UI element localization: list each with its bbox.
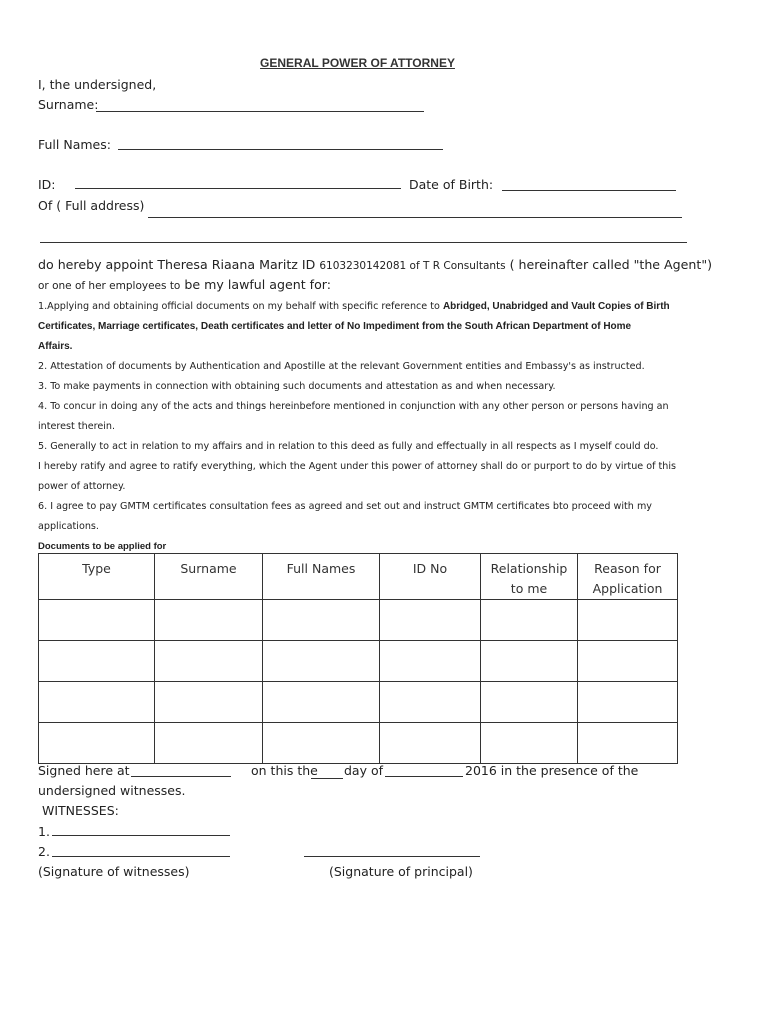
year-text: 2016 in the presence of the <box>465 763 639 778</box>
full-names-field[interactable] <box>118 149 443 150</box>
month-field[interactable] <box>385 776 463 777</box>
table-cell[interactable] <box>155 682 263 723</box>
appoint-text-b: 6103230142081 of T R Consultants <box>319 260 506 272</box>
table-caption: Documents to be applied for <box>38 541 167 552</box>
table-cell[interactable] <box>39 682 155 723</box>
table-cell[interactable] <box>578 641 678 682</box>
table-cell[interactable] <box>380 723 481 764</box>
full-names-label: Full Names: <box>38 137 111 152</box>
table-cell[interactable] <box>481 600 578 641</box>
table-cell[interactable] <box>263 600 380 641</box>
clause-2: 2. Attestation of documents by Authentication and Apostille at the relevant Government entities and Embassy's as instructed. <box>38 361 645 372</box>
document-title: GENERAL POWER OF ATTORNEY <box>260 56 455 70</box>
dob-field[interactable] <box>502 190 676 191</box>
clause-3: 3. To make payments in connection with obtaining such documents and attestation as and when necessary. <box>38 381 556 392</box>
header-surname-text: Surname <box>180 561 237 576</box>
ratify-line2: power of attorney. <box>38 481 126 492</box>
table-cell[interactable] <box>578 600 678 641</box>
clause-5: 5. Generally to act in relation to my affairs and in relation to this deed as fully and effectually in all respects as I myself could do. <box>38 441 659 452</box>
table-cell[interactable] <box>481 723 578 764</box>
table-cell[interactable] <box>481 682 578 723</box>
surname-label: Surname: <box>38 97 99 112</box>
id-label: ID: <box>38 177 56 192</box>
table-cell[interactable] <box>263 641 380 682</box>
table-row <box>39 723 678 764</box>
witness-signature-caption: (Signature of witnesses) <box>38 864 190 879</box>
table-cell[interactable] <box>263 723 380 764</box>
clause-1-line1 <box>38 297 678 317</box>
appoint-text-e: be my lawful agent for: <box>180 277 332 292</box>
table-row <box>39 600 678 641</box>
header-relationship <box>481 554 578 600</box>
witness-1-label: 1. <box>38 824 50 839</box>
address-label: Of ( Full address) <box>38 198 145 213</box>
documents-table <box>38 553 678 764</box>
header-relationship-text2: to me <box>510 581 548 596</box>
appoint-text-d: or one of her employees to <box>38 280 181 292</box>
table-cell[interactable] <box>39 641 155 682</box>
day-field[interactable] <box>311 778 343 779</box>
table-cell[interactable] <box>39 600 155 641</box>
header-reason <box>578 554 678 600</box>
clause-1-line2: Certificates, Marriage certificates, Death certificates and letter of No Impediment from the South African Department of Home <box>38 321 632 332</box>
table-cell[interactable] <box>155 600 263 641</box>
header-surname <box>155 554 263 600</box>
appoint-line2 <box>38 277 331 292</box>
appoint-text-c: ( hereinafter called "the Agent") <box>505 257 713 272</box>
address-field-line2[interactable] <box>40 242 687 243</box>
header-id-no-text: ID No <box>412 561 448 576</box>
header-relationship-text: Relationship <box>490 561 568 576</box>
table-header-row <box>39 554 678 600</box>
header-type-text: Type <box>82 561 111 576</box>
header-type <box>39 554 155 600</box>
address-field-line1[interactable] <box>148 217 682 218</box>
table-cell[interactable] <box>263 682 380 723</box>
header-reason-text: Reason for <box>594 561 661 576</box>
clause-4-line2: interest therein. <box>38 421 116 432</box>
clause-1-line3: Affairs. <box>38 341 73 352</box>
table-cell[interactable] <box>380 641 481 682</box>
table-cell[interactable] <box>578 682 678 723</box>
table-cell[interactable] <box>380 600 481 641</box>
witness-1-field[interactable] <box>52 835 230 836</box>
table-cell[interactable] <box>39 723 155 764</box>
intro-text: I, the undersigned, <box>38 77 157 92</box>
appoint-line1 <box>38 257 712 272</box>
principal-signature-caption: (Signature of principal) <box>329 864 473 879</box>
clause-6-line2: applications. <box>38 521 99 532</box>
table-cell[interactable] <box>155 723 263 764</box>
witnesses-heading: WITNESSES: <box>42 803 119 818</box>
ratify-line1: I hereby ratify and agree to ratify everything, which the Agent under this power of attorney shall do or purport to do by virtue of this <box>38 461 677 472</box>
clause-4-line1: 4. To concur in doing any of the acts and things hereinbefore mentioned in conjunction with any other person or persons having an <box>38 401 669 412</box>
table-row <box>39 682 678 723</box>
surname-field[interactable] <box>96 111 424 112</box>
table-cell[interactable] <box>578 723 678 764</box>
undersigned-text: undersigned witnesses. <box>38 783 186 798</box>
witness-2-field[interactable] <box>52 856 230 857</box>
header-full-names <box>263 554 380 600</box>
clause-1-text: 1.Applying and obtaining official documents on my behalf with specific reference to <box>38 301 443 312</box>
on-this-the-label: on this the <box>251 763 318 778</box>
signed-here-label: Signed here at <box>38 763 130 778</box>
header-full-names-text: Full Names <box>286 561 356 576</box>
table-cell[interactable] <box>155 641 263 682</box>
table-cell[interactable] <box>380 682 481 723</box>
table-row <box>39 641 678 682</box>
appoint-text-a: do hereby appoint Theresa Riaana Maritz ID <box>38 257 320 272</box>
principal-signature-field[interactable] <box>304 856 480 857</box>
day-of-label: day of <box>344 763 384 778</box>
table-cell[interactable] <box>481 641 578 682</box>
id-field[interactable] <box>75 188 401 189</box>
clauses-block <box>38 297 678 537</box>
clause-6-line1: 6. I agree to pay GMTM certificates consultation fees as agreed and set out and instruct GMTM certificates bto proceed with my <box>38 501 652 512</box>
clause-1-bold: Abridged, Unabridged and Vault Copies of Birth <box>442 301 670 312</box>
dob-label: Date of Birth: <box>409 177 494 192</box>
witness-2-label: 2. <box>38 844 50 859</box>
signed-place-field[interactable] <box>131 776 231 777</box>
header-reason-text2: Application <box>592 581 663 596</box>
header-id-no <box>380 554 481 600</box>
